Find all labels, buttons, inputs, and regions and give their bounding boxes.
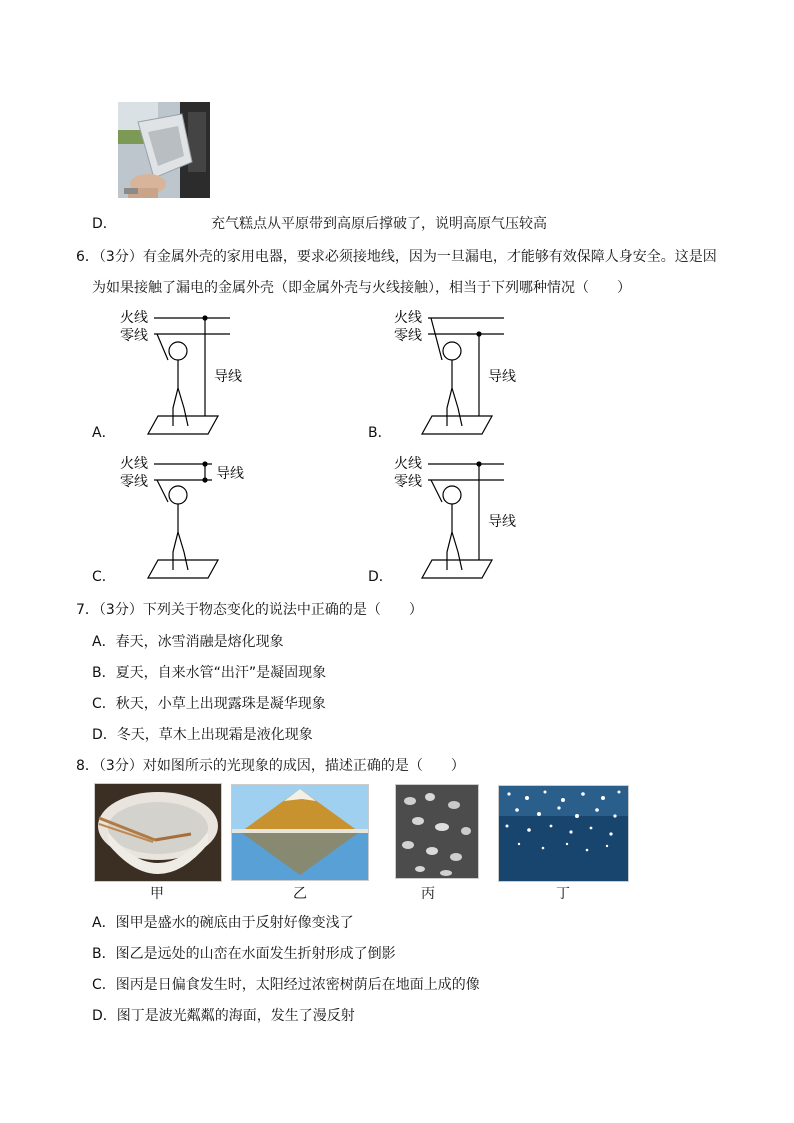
caption-yi: 乙 <box>293 886 307 902</box>
conductor-wire-label: 导线 <box>214 369 242 385</box>
q7-option-a: A．春天，冰雪消融是熔化现象 <box>92 634 284 650</box>
conductor-wire-label: 导线 <box>488 369 516 385</box>
q8-option-b: B．图乙是远处的山峦在水面发生折射形成了倒影 <box>92 946 396 962</box>
circuit-diagram-c <box>112 448 252 582</box>
conductor-wire-label: 导线 <box>216 466 244 482</box>
live-wire-label: 火线 <box>120 456 148 472</box>
circuit-diagram-b <box>386 302 516 438</box>
photo-bing-eclipse-shadows <box>395 784 479 879</box>
q8-stem: 8．（3分）对如图所示的光现象的成因，描述正确的是（ ） <box>76 758 465 774</box>
caption-ding: 丁 <box>556 886 570 902</box>
q7-option-c: C．秋天，小草上出现露珠是凝华现象 <box>92 696 326 712</box>
live-wire-label: 火线 <box>394 456 422 472</box>
caption-bing: 丙 <box>421 886 435 902</box>
photo-yi-mountain-reflection <box>231 784 369 881</box>
live-wire-label: 火线 <box>120 310 148 326</box>
neutral-wire-label: 零线 <box>394 474 422 490</box>
q5-option-d-letter: D． <box>92 216 117 232</box>
q8-option-c: C．图丙是日偏食发生时，太阳经过浓密树荫后在地面上成的像 <box>92 977 480 993</box>
snack-bag-illustration <box>118 102 210 198</box>
photo-ding-sparkling-sea <box>498 785 629 882</box>
circuit-diagram-a <box>112 302 242 438</box>
q7-stem: 7．（3分）下列关于物态变化的说法中正确的是（ ） <box>76 602 423 618</box>
q6-stem-line2: 为如果接触了漏电的金属外壳（即金属外壳与火线接触），相当于下列哪种情况（ ） <box>92 280 631 296</box>
q7-option-d: D．冬天，草木上出现霜是液化现象 <box>92 727 313 743</box>
neutral-wire-label: 零线 <box>120 328 148 344</box>
photo-jia-bowl <box>94 783 222 882</box>
neutral-wire-label: 零线 <box>394 328 422 344</box>
q6-option-a: A． <box>92 425 116 441</box>
q6-option-c: C． <box>92 569 116 585</box>
q5-option-d-text: 充气糕点从平原带到高原后撑破了，说明高原气压较高 <box>211 216 547 232</box>
conductor-wire-label: 导线 <box>488 514 516 530</box>
q8-option-d: D．图丁是波光粼粼的海面，发生了漫反射 <box>92 1008 355 1024</box>
inflated-snack-bag-photo <box>118 102 210 198</box>
live-wire-label: 火线 <box>394 310 422 326</box>
q7-option-b: B．夏天，自来水管“出汗”是凝固现象 <box>92 665 327 681</box>
circuit-diagram-d <box>386 448 516 582</box>
q6-stem-line1: 6．（3分）有金属外壳的家用电器，要求必须接地线，因为一旦漏电，才能够有效保障人身安全。这是因 <box>76 249 717 265</box>
q6-option-b: B． <box>368 425 392 441</box>
neutral-wire-label: 零线 <box>120 474 148 490</box>
q8-option-a: A．图甲是盛水的碗底由于反射好像变浅了 <box>92 915 354 931</box>
caption-jia: 甲 <box>150 886 164 902</box>
q6-option-d: D． <box>368 569 393 585</box>
